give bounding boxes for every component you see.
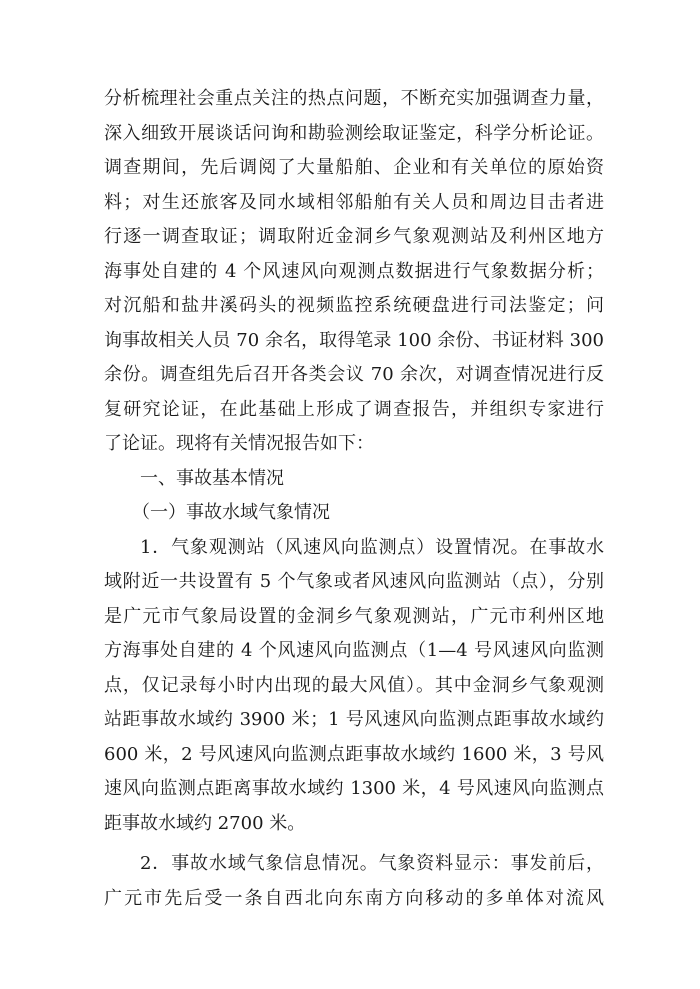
body-line: 复研究论证，在此基础上形成了调查报告，并组织专家进行: [104, 398, 604, 420]
paragraph-line: 站距事故水域约 3900 米；1 号风速风向监测点距事故水域约: [104, 709, 604, 730]
paragraph-line: 方海事处自建的 4 个风速风向监测点（1—4 号风速风向监测: [104, 640, 604, 661]
section-heading: 一、事故基本情况: [140, 467, 284, 489]
paragraph-line: 600 米，2 号风速风向监测点距事故水域约 1600 米，3 号风: [104, 743, 604, 765]
body-line: 深入细致开展谈话问询和勘验测绘取证鉴定，科学分析论证。: [104, 122, 604, 144]
body-line: 调查期间，先后调阅了大量船舶、企业和有关单位的原始资: [104, 157, 604, 178]
paragraph-line: 广元市先后受一条自西北向东南方向移动的多单体对流风: [104, 887, 604, 909]
paragraph-line: 点，仅记录每小时内出现的最大风值）。其中金洞乡气象观测: [104, 674, 604, 696]
paragraph-line: 距事故水域约 2700 米。: [104, 812, 306, 834]
document-body: [104, 82, 604, 916]
body-line: 料；对生还旅客及同水域相邻船舶有关人员和周边目击者进: [104, 191, 604, 213]
body-line: 余份。调查组先后召开各类会议 70 余次，对调查情况进行反: [104, 364, 604, 385]
subsection-heading: （一）事故水域气象情况: [132, 502, 330, 523]
paragraph-line: 2．事故水域气象信息情况。气象资料显示：事发前后，: [140, 853, 604, 874]
body-line: 行逐一调查取证；调取附近金洞乡气象观测站及利州区地方: [104, 226, 604, 247]
body-line: 对沉船和盐井溪码头的视频监控系统硬盘进行司法鉴定；问: [104, 295, 604, 316]
body-line: 海事处自建的 4 个风速风向观测点数据进行气象数据分析；: [104, 260, 604, 282]
paragraph-line: 是广元市气象局设置的金洞乡气象观测站，广元市利州区地: [104, 605, 604, 627]
body-line: 了论证。现将有关情况报告如下：: [104, 433, 374, 454]
body-line: 分析梳理社会重点关注的热点问题，不断充实加强调查力量，: [104, 88, 604, 109]
paragraph-line: 域附近一共设置有 5 个气象或者风速风向监测站（点），分别: [104, 571, 604, 592]
paragraph-line: 1．气象观测站（风速风向监测点）设置情况。在事故水: [140, 536, 604, 558]
paragraph-line: 速风向监测点距离事故水域约 1300 米，4 号风速风向监测点: [104, 778, 604, 799]
body-line: 询事故相关人员 70 余名，取得笔录 100 余份、书证材料 300: [104, 329, 604, 351]
